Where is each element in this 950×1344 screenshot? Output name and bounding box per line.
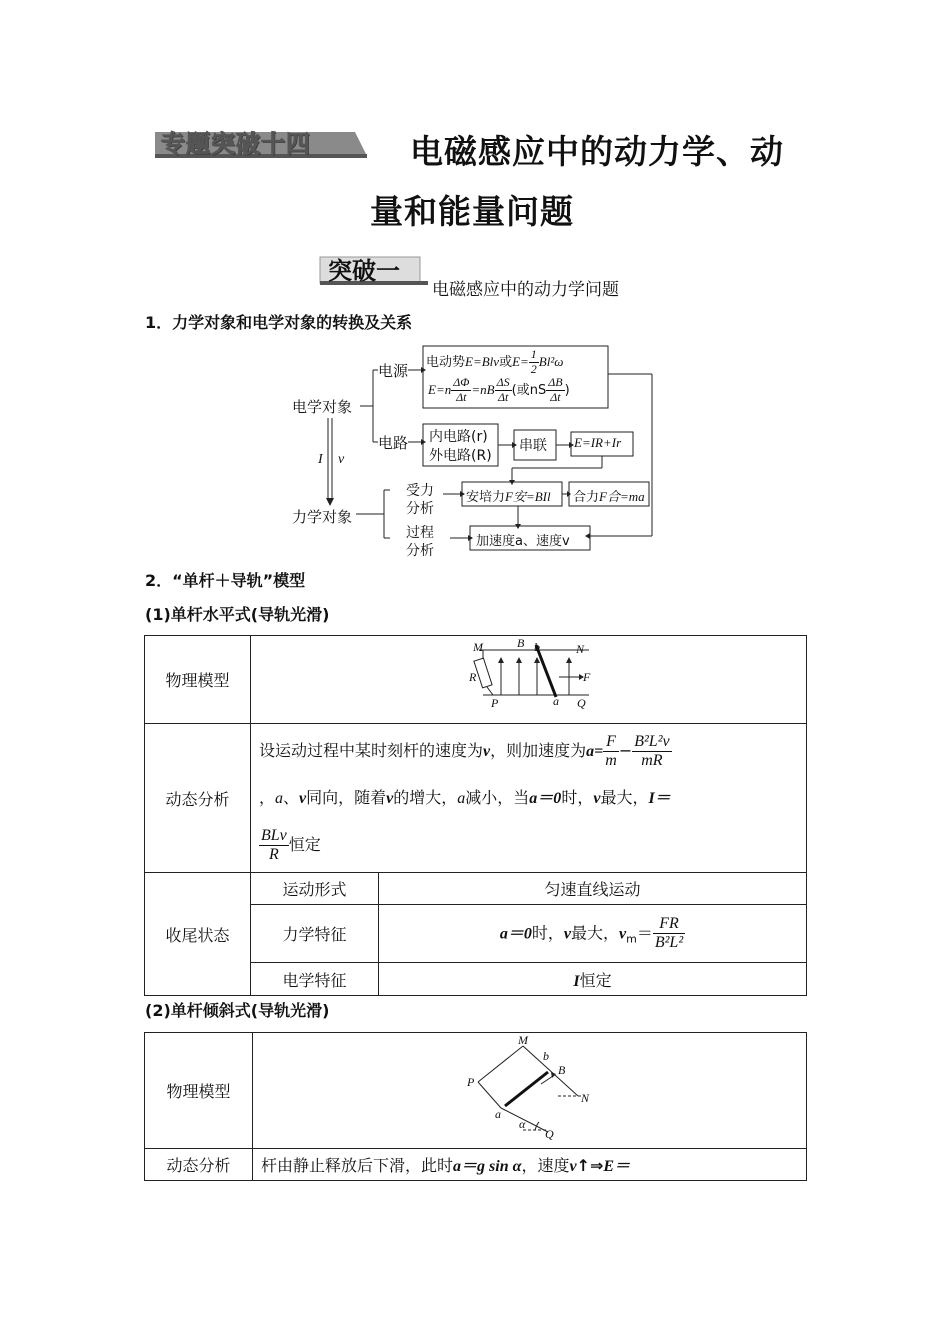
t1-dyn-text-j: 恒定 [288,835,321,854]
db: ΔB [548,375,563,389]
flowchart [288,340,658,560]
t1-dyn-a0: a＝0 [529,790,562,807]
t1-dyn-a3: a [457,790,466,807]
t1-mech-a0: a＝0 [499,925,532,942]
emf-half-fraction [529,348,539,377]
dt-2: Δt [497,389,509,404]
page-title-line1: 电磁感应中的动力学、动 [410,132,784,171]
t1-r: R [269,846,279,863]
circuit-label: 电路 [378,434,409,452]
emf-text: 电动势 [426,354,466,370]
fig1-F: F [583,669,591,684]
force-analysis-2: 分析 [406,501,434,517]
fig2-P: P [467,1074,475,1089]
fig2-a: a [495,1106,501,1121]
heading-2: 2．“单杆＋导轨”模型 [145,571,306,590]
t1-dynamics-cell [251,724,807,873]
t1-mr: mR [641,752,663,769]
t1-elec-i: I [573,972,580,990]
t1-dyn-text-a: 设运动过程中某时刻杆的速度为 [259,741,484,760]
t1-dynamics-label: 动态分析 [145,724,251,873]
db-dt-fraction [546,376,564,405]
t2-dyn-v: v [569,1158,577,1175]
t1-fr: FR [653,915,685,934]
t1-fr-fraction [653,915,685,953]
page-title-line2: 量和能量问题 [370,192,574,231]
fig2-N: N [581,1090,590,1105]
process-analysis-1: 过程 [406,525,434,541]
fig2-alpha: α [519,1116,526,1131]
emf-half-den: 2 [530,361,537,376]
dphi: ΔΦ [453,375,470,389]
emf-nb: =nB [471,381,495,397]
t1-dyn-text-e: 同向，随着 [306,788,387,807]
t1-dyn-i-eq: I＝ [648,790,671,807]
t1-f: F [603,733,619,752]
fig1-Q: Q [577,695,586,710]
t1-motion-label: 运动形式 [251,873,379,905]
emf-formula-line1 [426,348,563,377]
t1-dyn-text-d: 、 [283,788,300,807]
section-title: 电磁感应中的动力学问题 [432,280,619,300]
t1-motion-value: 匀速直线运动 [379,873,807,905]
fig2-B: B [558,1062,566,1077]
emf-e-eq: E= [512,353,529,369]
fig2-inclined-rail [253,1034,806,1148]
t1-mech-vm-sub: m [626,932,637,946]
inner-circuit-label: 内电路(r) [429,429,488,445]
dt-3: Δt [550,389,561,404]
fig1-b: b [534,639,540,654]
t2-dyn-arrow: ↑⇒ [576,1156,604,1175]
electric-object-label: 电学对象 [292,398,353,416]
t2-model-label: 物理模型 [145,1033,253,1149]
ds: ΔS [496,375,510,389]
fig1-horizontal-rail [251,637,806,723]
section-tag [318,255,428,287]
t2-dyn-eq: a＝g sin α [453,1158,522,1175]
net-force-text: 合力 [573,490,600,505]
t2-dyn-text-b: ，速度 [521,1156,570,1175]
t1-blv-r-fraction [259,827,289,865]
fig1-B: B [517,636,525,650]
t1-dyn-a-eq: a= [586,743,604,760]
t2-dyn-e: E＝ [603,1158,631,1175]
t2-dyn-text-a: 杆由静止释放后下滑，此时 [261,1156,454,1175]
t1-b2l2v-fraction [632,733,671,771]
series-label: 串联 [519,438,547,454]
t1-elec-value [379,963,807,996]
dt-1: Δt [456,389,467,404]
emf-or: 或 [499,354,513,370]
emf-half-num: 1 [530,347,537,361]
banner-text: 专题突破十四 [161,130,311,158]
t1-mech-text-a: 时， [531,923,564,942]
t1-mech-text-b: 最大， [571,923,620,942]
ampere-force-text: 安培力 [466,490,506,505]
net-force-box [573,486,645,505]
force-analysis-1: 受力 [406,483,434,499]
t2-dynamics-label: 动态分析 [145,1149,253,1181]
fig2-b: b [543,1048,549,1063]
t2-model-figure-cell [253,1033,807,1149]
t1-mech-vm: v [619,925,627,942]
topic-banner [155,128,367,160]
t1-dyn-v2: v [299,790,307,807]
fig1-a: a [553,693,559,708]
t1-elec-text: 恒定 [579,970,612,990]
accel-velocity-box: 加速度a、速度v [476,534,570,549]
emf-formula-line2 [428,376,570,405]
emf-blv: E=Blv [465,353,500,369]
power-source-label: 电源 [378,362,409,380]
heading-1: 1．力学对象和电学对象的转换及关系 [145,313,413,332]
ds-dt-fraction [495,376,512,405]
fig2-M: M [518,1033,528,1047]
fig2-Q: Q [545,1126,554,1141]
ampere-force-formula: F安=BIl [505,489,551,504]
t1-dyn-text-i: 最大， [600,788,649,807]
emf-or-ns: (或nS [511,382,547,398]
t1-dyn-v4: v [593,790,601,807]
section-tag-text: 突破一 [328,257,400,285]
emf-en: E=n [428,381,452,397]
net-force-formula: F合=ma [599,489,645,504]
t1-dyn-a2: a [275,790,284,807]
t1-model-label: 物理模型 [145,636,251,724]
t1-final-state-label: 收尾状态 [145,873,251,996]
t1-dyn-v3: v [386,790,394,807]
emf-bl2w: Bl²ω [538,353,564,369]
t1-mech-label: 力学特征 [251,905,379,963]
t1-minus: − [618,741,633,760]
fig1-N: N [576,641,585,656]
fig1-P: P [491,695,499,710]
t1-m: m [605,752,617,769]
t1-dyn-v: v [483,743,491,760]
iv-v-label: v [338,452,345,467]
t1-dyn-text-f: 的增大， [393,788,458,807]
t1-mech-value [379,905,807,963]
t1-b2l2: B²L² [654,934,684,951]
process-analysis-2: 分析 [406,543,434,559]
table-horizontal-rod [144,635,807,996]
t1-b2l2v: B²L²v [632,733,671,752]
fig1-M: M [473,639,483,654]
ampere-force-box [466,486,551,505]
mechanical-object-label: 力学对象 [292,508,353,526]
heading-3: (1)单杆水平式(导轨光滑) [145,605,330,624]
t1-dyn-text-h: 时， [561,788,594,807]
dphi-dt-fraction [451,376,471,405]
emf-close-paren: ) [564,382,570,398]
t1-f-m-fraction [603,733,619,771]
t1-dyn-text-b: ，则加速度为 [490,741,587,760]
heading-4: (2)单杆倾斜式(导轨光滑) [145,1001,330,1020]
ohm-law-label: E=IR+Ir [574,435,622,450]
iv-i-label: I [318,452,323,467]
t1-dyn-text-c: ， [259,788,276,807]
t1-mech-v: v [563,925,571,942]
t1-model-figure-cell [251,636,807,724]
fig1-R: R [469,669,477,684]
t1-mech-eq: ＝ [636,923,653,942]
t1-blv: BLv [259,827,289,846]
t1-elec-label: 电学特征 [251,963,379,996]
t2-dynamics-cell [253,1149,807,1181]
table-inclined-rod [144,1032,807,1181]
t1-dyn-text-g: 减小，当 [465,788,530,807]
outer-circuit-label: 外电路(R) [429,448,492,464]
